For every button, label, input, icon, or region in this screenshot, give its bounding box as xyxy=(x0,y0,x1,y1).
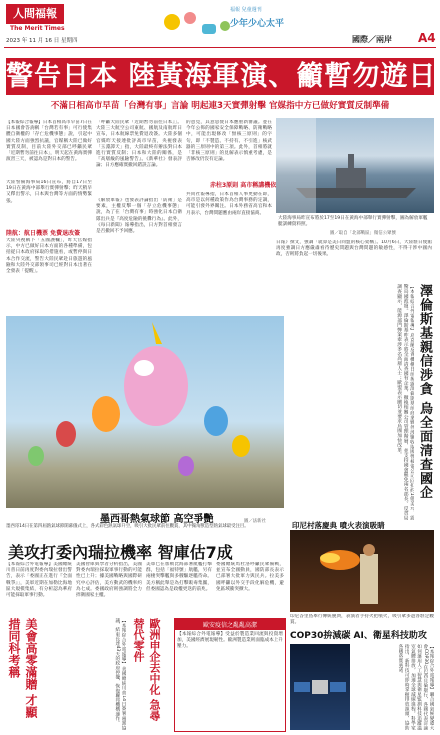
page-number: A4 xyxy=(418,31,436,45)
venezuela-col-1: 【本報綜合外電報導】美國總統川普日前再度對委內瑞拉發出警告，表示「委國正在進行『全面戰爭』」，美軍近期在加勒比海地區大規模集結，有分析認為華府可能採取軍事行動。 xyxy=(6,562,72,599)
box-story-body: 【本報綜合外電報導】受益於製造業回流與投資增加，美國經濟展現韌性。歐洲製造業則面臨成本上升壓力。 xyxy=(177,632,283,650)
sub-headline: 不滿日相高市早苗「台灣有事」言論 明起連3天實彈射擊 官媒指中方已做好實質反制準備 xyxy=(50,101,390,111)
masthead-rule xyxy=(4,47,436,48)
box-story xyxy=(174,618,286,732)
navy-photo-credit: 圖／取自「北部戰區」微信公眾號 xyxy=(330,231,396,236)
kids-weekly-tag: 福報 兒童週刊 xyxy=(230,7,262,13)
hot-air-balloons-icon xyxy=(6,316,284,508)
shutdown-body: 【本報綜合外電報導】美國總統川普14日簽署兩黨協議，結束長達43天的政府停擺，恢復聯邦機構運作。 xyxy=(114,618,126,730)
balloon-photo xyxy=(6,316,284,508)
zelensky-body: 【本報綜合外電報導】烏克蘭反貪機構日前揭露澤倫斯基前商業夥伴涉嫌收取國營核電公司回扣約1億美元，震驚烏國政壇。澤倫斯基昨表示將全面清查國有企業，撤換相關公司管理階層，並支持國會罷免兩名部長。反貪局調查顯示，能源部門弊案牽涉多名高層人士；歐盟表示關切並要求烏國加快改革。 xyxy=(396,284,414,520)
lead-story-col-1c: 大陸央視稱下「五國護欄」，昨天官媒指示，中方已做好日本方面的各種準備，包括從日本政府採取的措施看，或暫停與日本合作交流，警告大陸民眾赴日旅遊的風險和大陸外交部領事司已經對日本出著在全發表「提醒」。 xyxy=(6,238,92,275)
venezuela-headline: 美攻打委內瑞拉機率 智庫估7成 xyxy=(8,543,233,562)
masthead xyxy=(0,0,440,45)
fire-dance-headline: 印尼村落慶典 噴火表演吸睛 xyxy=(292,521,385,530)
warship-icon xyxy=(276,118,434,213)
balloon-caption-detail: 墨西哥14日在第四屆熱氣球節開幕儀式上，各式彩色熱氣球升空，吸引大批民眾前往觀賞，其中獨角獸造型熱氣球最受注目。 xyxy=(6,524,249,529)
venezuela-col-2: 美國智庫與學者分析指出，美國對委內瑞拉採取軍事行動的可能性已上升；據美國戰略與國際研究中心評估，美方動武的機率約為七成。委國政府則強調將全力捍衛國家主權。 xyxy=(76,562,142,599)
balloon-caption-title: 墨西哥熱氣球節 高空爭艷 xyxy=(100,514,214,525)
lead-story-col-1: 【本報綜合報導】日本首相高市早苗7日在日本國會答詢稱「台灣若有事」可行使集體自衛權的「存亡危機事態」說，引起中國大陸方面強烈抗議，官媒稱大陸已做好實質反制，目前大陸外交部已呼籲民眾「近期暫勿前往日本」，明天起在黃海實彈演習三天，被認為是對日本的警告。 xyxy=(6,120,92,163)
shutdown-headline: 美會高零滿贈 才顯措同科考稱 xyxy=(7,618,38,719)
lead-story-col-3: 的意見，其意思使日本應重新審議。並在今年公佈的國家安全保障戰略、防衛戰略中，可能出現修改「無核三原則」的字句，即「不製造、不持有、不引進」核武器的三原則中的第三項。此外，首相將就「非核三原則」的見解表示慎重考慮，是否修改仍沒有定論。 xyxy=(186,120,272,163)
eu-auto-headline: 歐洲申企去中化 急尋替代零件 xyxy=(132,618,161,721)
lead-story-col-2b: 《解放軍報》也發表評論指出「防衛」是要素，主權反擊一個「存立危機事態」說，為了在「台灣有事」時強化日本自衛隊出兵是『高度危險的挑釁行為』。此外，《每日新聞》報導指出，日方對首相發言是否撤回不予回應。 xyxy=(96,198,182,235)
venezuela-col-4: 委國總統馬杜洛呼籲民眾備戰，並宣布全國動員，國防部長表示已部署大批軍力與民兵。拉美多國呼籲以外交手段化解危機，避免區域衝突擴大。 xyxy=(216,562,284,592)
subhead-flights: 陸航：航日機票 免費退改簽 xyxy=(6,230,81,237)
lead-story-col-2: 「呼籲大陸民眾『近期暫勿前往日本』」。大陸三大航空公司東航、國航及南航昨日宣布，日本航線票免費退改簽。大陸多個官媒昨天接連批評高市早苗，央視發表「玉淵譚天」指，大陸最終有辦法對日本進行實質反制；日本和大陸的關係，是『高層級的風險警告』。《新華社》發表評論；日方應確實撤回錯誤言論。 xyxy=(96,120,182,169)
venezuela-col-3: 美軍已在加勒比海部署航艦打擊群，包括「福特號」航艦，另有兩棲突擊艦與多艘驅逐艦待命。美方稱此舉是為打擊販毒集團，但委國認為是政權更迭的前兆。 xyxy=(146,562,212,592)
side-story-body: 日報》撰文，強調「就算是美日同盟的核心架構」。10月6日，大陸駐日使館再度強調日方應嚴肅看待歷史問題與台灣問題的敏感性，不得干涉中國內政，否則將負起一切後果。 xyxy=(276,240,432,258)
balloon-photo-credit: 圖／法新社 xyxy=(244,519,266,524)
zelensky-headline: 澤倫斯基親信涉貪 烏全面清查國企 xyxy=(417,284,432,500)
lead-story-col-1b: 大陸警備海事局16日宣布，將自17日至19日在黃海中部舉行實彈射擊；昨天稍早又釋出警示，日本與台灣等方面的情勢緊張。 xyxy=(6,180,92,204)
lead-story-col-3b: 共同社報導指，日本首相人事更動在即，高市是以何種政策作為台灣事務的定調，可能引發外界關注。日本外務省高官和本月表示，台灣問題應由兩岸直接協商。 xyxy=(186,192,272,216)
issue-date: 2023 年 11 月 16 日 星期四 xyxy=(6,38,78,44)
cop30-body: 【本報綜合外電報導】聯合國氣候變遷大會COP30在巴西貝倫舉行，各國代表討論如何運用人工智慧與衛星監測科技追蹤溫室氣體排放，加速全球減碳進程。科學家指出，新科技可即時掌握排放源頭，協助各國落實承諾。 xyxy=(397,644,434,730)
navy-photo-caption: 大陸海事局昨宣布將於17至19日在黃海中部舉行實彈射擊，圖為解放軍艦艇訓練資料照。 xyxy=(278,216,428,227)
fire-dance-photo xyxy=(290,530,434,612)
cop30-headline: COP30拚減碳 AI、衛星科技助攻 xyxy=(290,631,427,641)
navy-photo xyxy=(276,118,434,213)
subhead-principles: 赤柱3原則 高市稱講機依 xyxy=(210,182,277,189)
kids-weekly-title: 少年少心太平 xyxy=(230,19,285,29)
fire-dance-caption: 印尼峇里島舉行傳統慶典，表演者手持火把噴火，吸引眾多遊客駐足觀賞。 xyxy=(290,614,434,626)
fire-performer-icon xyxy=(290,530,434,612)
main-headline: 警告日本 陸黃海軍演、籲暫勿遊日 xyxy=(6,61,437,92)
box-story-title: 歐安疫信之亂亂高潔 xyxy=(175,619,285,630)
satellite-photo xyxy=(290,644,350,730)
main-headline-box xyxy=(6,58,437,95)
satellite-icon xyxy=(290,644,350,730)
shutdown-story xyxy=(6,618,126,730)
logo-english: The Merit Times xyxy=(10,25,65,32)
zelensky-story xyxy=(288,284,434,520)
eu-auto-story xyxy=(130,618,170,730)
logo: 人間福報 xyxy=(6,4,64,24)
section-name: 國際／兩岸 xyxy=(352,35,392,44)
